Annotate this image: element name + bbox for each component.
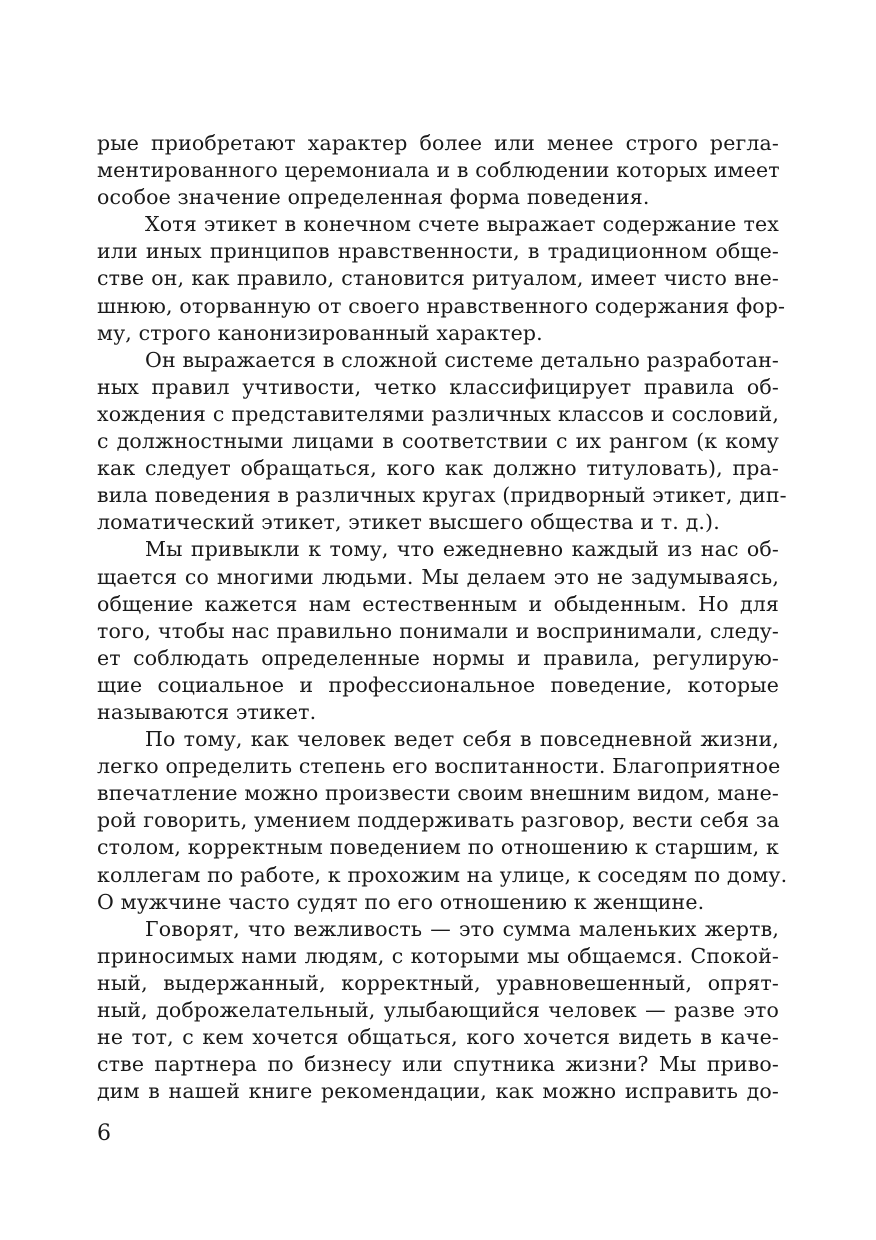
text-line: или иных принципов нравственности, в традиционном обще- [97,239,779,264]
paragraph [97,211,786,346]
text-line: с должностными лицами в соответствии с их рангом (к кому [97,429,779,454]
text-line: впечатление можно произвести своим внешним видом, мане- [97,781,779,806]
paragraph [97,916,779,1106]
text-line: ный, доброжелательный, улыбающийся человек — разве это [97,998,779,1022]
text-line: особое значение определенная форма поведения. [97,185,650,210]
text-line: ный, выдержанный, корректный, уравновешенный, опрят- [97,970,779,995]
text-line: хождения с представителями различных классов и сословий, [97,401,779,426]
text-line: как следует обращаться, кого как должно титуловать), пра- [97,456,779,481]
text-line: стве партнера по бизнесу или спутника жизни? Мы приво- [97,1052,779,1077]
text-line: Хотя этикет в конечном счете выражает содержание тех [145,212,779,237]
text-line: общение кажется нам естественным и обыденным. Но для [97,591,779,616]
page-number: 6 [97,1121,111,1146]
text-line: О мужчине часто судят по его отношению к женщине. [97,889,705,914]
text-line: легко определить степень его воспитанности. Благоприятное [97,754,781,779]
text-line: щается со многими людьми. Мы делаем это не задумываясь, [97,564,779,589]
text-line: щие социальное и профессиональное поведение, которые [97,672,779,697]
text-line: Мы привыкли к тому, что ежедневно каждый из нас об- [145,537,779,562]
text-line: Говорят, что вежливость — это сумма маленьких жертв, [145,916,779,941]
text-line: стве он, как правило, становится ритуалом, имеет чисто вне- [97,266,779,291]
text-line: ломатический этикет, этикет высшего общества и т. д.). [97,510,720,535]
body-text [97,130,788,1105]
text-line: рой говорить, умением поддерживать разговор, вести себя за [97,808,780,833]
text-line: приносимых нами людям, с которыми мы общаемся. Спокой- [97,943,779,968]
text-line: По тому, как человек ведет себя в повседневной жизни, [145,727,779,752]
paragraph [97,726,788,916]
text-line: дим в нашей книге рекомендации, как можно исправить до- [97,1079,779,1104]
text-line: коллегам по работе, к прохожим на улице, к соседям по дому. [97,862,788,887]
text-line: не тот, с кем хочется общаться, кого хочется видеть в каче- [97,1025,779,1050]
text-line: столом, корректным поведением по отношению к старшим, к [97,835,779,860]
text-line: ных правил учтивости, четко классифицирует правила об- [97,374,779,399]
text-line: му, строго канонизированный характер. [97,320,543,345]
text-line: рые приобретают характер более или менее строго регла- [97,131,779,155]
text-line: называются этикет. [97,699,317,724]
text-line: вила поведения в различных кругах (придворный этикет, дип- [97,483,787,508]
text-line: ментированного церемониала и в соблюдении которых имеет [97,158,780,183]
text-line: того, чтобы нас правильно понимали и воспринимали, следу- [97,618,779,643]
paragraph [97,536,779,726]
text-line: шнюю, оторванную от своего нравственного содержания фор- [97,293,786,318]
paragraph [97,347,787,537]
text-line: Он выражается в сложной системе детально разработан- [145,347,779,372]
text-line: ет соблюдать определенные нормы и правила, регулирую- [97,645,779,670]
paragraph [97,130,779,211]
